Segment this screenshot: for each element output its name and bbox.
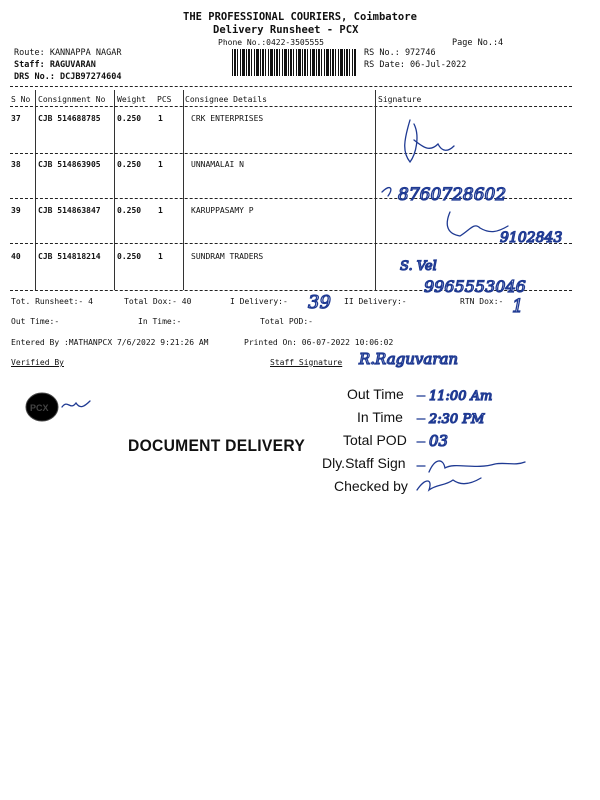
rtn-handwritten: 1 [512, 296, 524, 317]
stamp-handwriting [415, 382, 565, 502]
staff-name: Staff: RAGUVARAN [14, 60, 96, 70]
company-name: THE PROFESSIONAL COURIERS, Coimbatore [183, 11, 417, 23]
in-time-handwritten: 2:30 PM [429, 412, 485, 427]
rtn-dox: RTN Dox:- [460, 297, 504, 306]
route: Route: KANNAPPA NAGAR [14, 48, 122, 58]
col-sep-2 [114, 90, 115, 290]
col-consignment: Consignment No [38, 95, 106, 104]
out-time-handwritten: 11:00 Am [429, 389, 493, 404]
row-pcs: 1 [158, 160, 163, 169]
total-dox: Total Dox:- 40 [124, 297, 192, 306]
printed-on: Printed On: 06-07-2022 10:06:02 [244, 338, 394, 347]
pcx-logo-stamp [20, 385, 100, 435]
total-pod-handwritten: 03 [429, 432, 449, 450]
row-sno: 39 [11, 206, 21, 215]
row-weight: 0.250 [117, 252, 142, 261]
row39-phone-handwritten: 9102843 [500, 230, 563, 246]
row-sno: 37 [11, 114, 21, 123]
staff-signature-label: Staff Signature [270, 358, 343, 367]
entered-by: Entered By :MATHANPCX 7/6/2022 9:21:26 AM [11, 338, 209, 347]
row-pcs: 1 [158, 252, 163, 261]
row38-phone-handwritten: 8760728602 [398, 185, 507, 205]
row-consignment: CJB 514863905 [38, 160, 101, 169]
page-number: Page No.:4 [452, 38, 504, 48]
stamp-staff-sign: Dly.Staff Sign [322, 455, 406, 471]
col-signature: Signature [378, 95, 422, 104]
stamp-in-time: In Time [357, 409, 403, 425]
row-consignment: CJB 514863847 [38, 206, 101, 215]
total-pod-label: Total POD:- [260, 317, 313, 326]
col-weight: Weight [117, 95, 146, 104]
handwritten-signatures [380, 100, 600, 300]
col-sno: S No [11, 95, 31, 104]
row-consignee: CRK ENTERPRISES [191, 114, 264, 123]
verified-by: Verified By [11, 358, 64, 367]
document-delivery-title: DOCUMENT DELIVERY [128, 436, 306, 455]
svg-text:PCX: PCX [30, 403, 49, 413]
out-time-label: Out Time:- [11, 317, 60, 326]
svg-text:R.Raguvaran: R.Raguvaran [359, 350, 459, 368]
rs-number: RS No.: 972746 [364, 48, 436, 58]
i-delivery: I Delivery:- [230, 297, 288, 306]
staff-signature-handwritten [355, 344, 495, 374]
row-sno: 40 [11, 252, 21, 261]
stamp-checked-by: Checked by [334, 478, 408, 494]
row-weight: 0.250 [117, 206, 142, 215]
row40-phone-handwritten: 9965553046 [424, 277, 526, 296]
rs-date: RS Date: 06-Jul-2022 [364, 60, 467, 70]
row-sno: 38 [11, 160, 21, 169]
row-weight: 0.250 [117, 114, 142, 123]
barcode [232, 49, 356, 76]
row-pcs: 1 [158, 206, 163, 215]
row-consignee: UNNAMALAI N [191, 160, 244, 169]
stamp-total-pod: Total POD [343, 432, 407, 448]
row-consignment: CJB 514818214 [38, 252, 101, 261]
row-consignee: KARUPPASAMY P [191, 206, 254, 215]
ii-delivery: II Delivery:- [344, 297, 407, 306]
row-consignment: CJB 514688785 [38, 114, 101, 123]
stamp-out-time: Out Time [347, 386, 404, 402]
row-consignee: SUNDRAM TRADERS [191, 252, 264, 261]
row-pcs: 1 [158, 114, 163, 123]
row40-name-handwritten: S. Vel [400, 259, 437, 274]
i-delivery-handwritten: 39 [308, 292, 331, 313]
phone-number: Phone No.:0422-3505555 [218, 38, 324, 47]
in-time-label: In Time:- [138, 317, 182, 326]
row-weight: 0.250 [117, 160, 142, 169]
col-pcs: PCS [157, 95, 172, 104]
drs-number: DRS No.: DCJB97274604 [14, 72, 122, 82]
col-sep-3 [183, 90, 184, 290]
document-title: Delivery Runsheet - PCX [213, 24, 359, 36]
header-rule-top [10, 86, 572, 87]
col-sep-4 [375, 90, 376, 290]
col-consignee: Consignee Details [185, 95, 267, 104]
col-sep-1 [35, 90, 36, 290]
tot-runsheet: Tot. Runsheet:- 4 [11, 297, 93, 306]
